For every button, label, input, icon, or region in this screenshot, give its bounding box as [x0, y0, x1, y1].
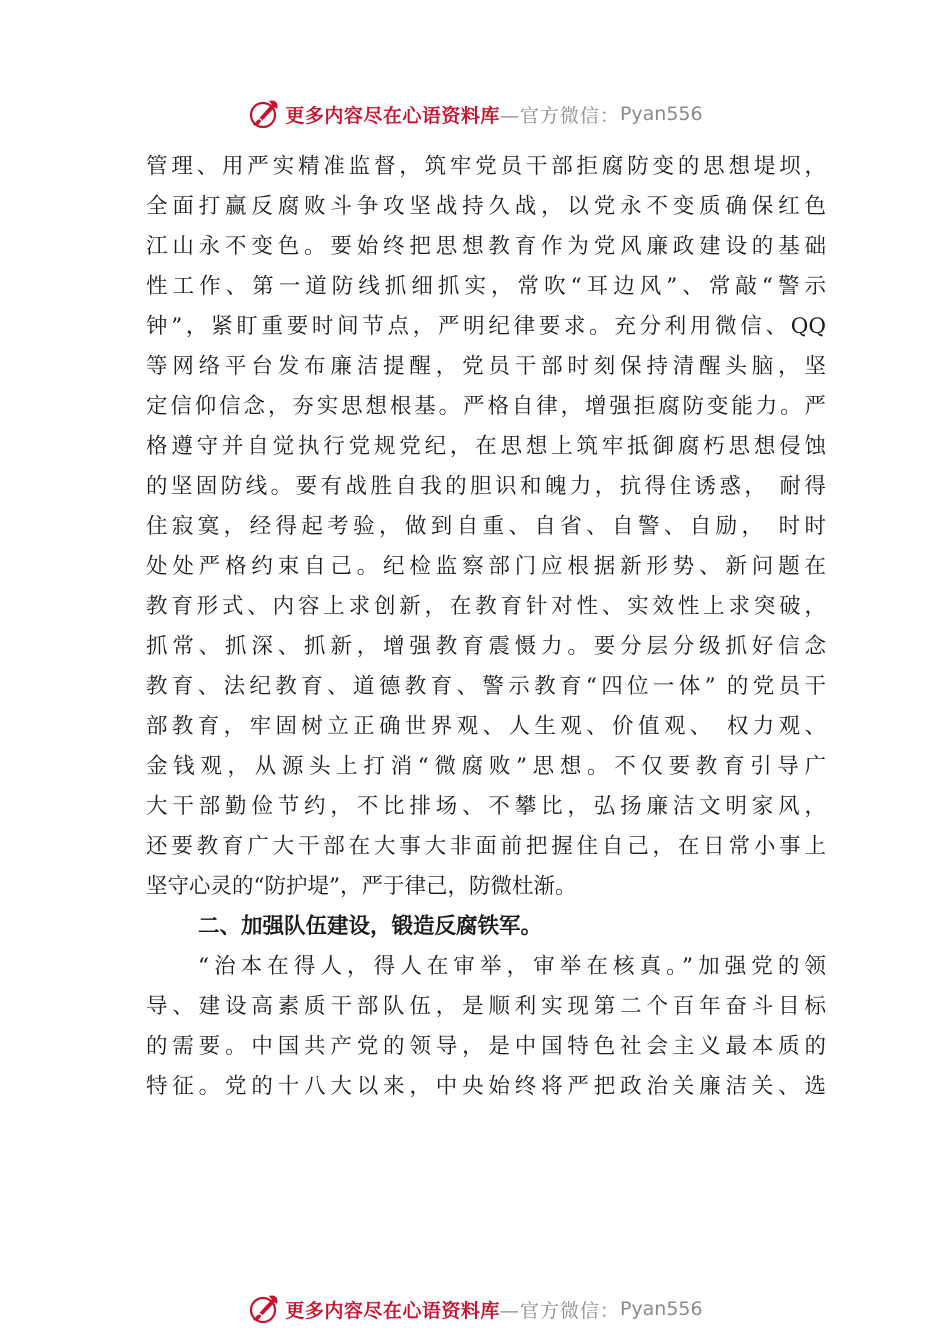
header-banner	[0, 94, 950, 134]
paragraph-line: “治本在得人，得人在审举，审举在核真。”加强党的领	[198, 954, 826, 979]
quill-logo-icon	[247, 1292, 281, 1326]
footer-banner	[0, 1289, 950, 1329]
paragraph-line: 教育、法纪教育、道德教育、警示教育“四位一体” 的党员干	[146, 674, 826, 699]
paragraph-line: 格遵守并自觉执行党规党纪，在思想上筑牢抵御腐朽思想侵蚀	[146, 434, 826, 459]
paragraph-line: 定信仰信念，夯实思想根基。严格自律，增强拒腐防变能力。严	[146, 394, 826, 419]
paragraph-line: 特征。党的十八大以来，中央始终将严把政治关廉洁关、选	[146, 1074, 826, 1099]
paragraph-line: 导、建设高素质干部队伍，是顺利实现第二个百年奋斗目标	[146, 994, 826, 1019]
banner-wechat-id: Pyan556	[619, 103, 703, 125]
paragraph-line: 部教育，牢固树立正确世界观、人生观、价值观、 权力观、	[146, 714, 826, 739]
paragraph-line: 还要教育广大干部在大事大非面前把握住自己，在日常小事上	[146, 834, 826, 859]
paragraph-line: 等网络平台发布廉洁提醒，党员干部时刻保持清醒头脑，坚	[146, 354, 826, 379]
section-heading: 二、加强队伍建设，锻造反腐铁军。	[198, 914, 543, 939]
paragraph-line: 坚守心灵的“防护堤”，严于律己，防微杜渐。	[146, 874, 577, 899]
document-body	[146, 147, 826, 1107]
paragraph-line: 金钱观，从源头上打消“微腐败”思想。不仅要教育引导广	[146, 754, 826, 779]
quill-logo-icon	[247, 97, 281, 131]
paragraph-line: 抓常、抓深、抓新，增强教育震慑力。要分层分级抓好信念	[146, 634, 826, 659]
banner-site-name: 更多内容尽在心语资料库	[285, 1299, 500, 1322]
paragraph-line: 性工作、第一道防线抓细抓实，常吹“耳边风”、常敲“警示	[146, 274, 826, 299]
banner-wechat-id: Pyan556	[619, 1298, 703, 1320]
banner-wechat-label: —官方微信：	[499, 1299, 620, 1322]
paragraph-line: 江山永不变色。要始终把思想教育作为党风廉政建设的基础	[146, 234, 826, 259]
paragraph-line: 的坚固防线。要有战胜自我的胆识和魄力，抗得住诱惑， 耐得	[146, 474, 826, 499]
paragraph-line: 住寂寞，经得起考验，做到自重、自省、自警、自励， 时时	[146, 514, 826, 539]
paragraph-line: 大干部勤俭节约，不比排场、不攀比，弘扬廉洁文明家风，	[146, 794, 826, 819]
banner-wechat-label: —官方微信：	[499, 104, 620, 127]
paragraph-line: 全面打赢反腐败斗争攻坚战持久战，以党永不变质确保红色	[146, 194, 826, 219]
paragraph-line: 的需要。中国共产党的领导，是中国特色社会主义最本质的	[146, 1034, 826, 1059]
paragraph-line: 管理、用严实精准监督，筑牢党员干部拒腐防变的思想堤坝，	[146, 154, 826, 179]
paragraph-1	[146, 147, 826, 907]
paragraph-line: 处处严格约束自己。纪检监察部门应根据新形势、新问题在	[146, 554, 826, 579]
paragraph-line: 教育形式、内容上求创新，在教育针对性、实效性上求突破，	[146, 594, 826, 619]
paragraph-2	[146, 947, 826, 1107]
banner-site-name: 更多内容尽在心语资料库	[285, 104, 500, 127]
paragraph-line: 钟”，紧盯重要时间节点，严明纪律要求。充分利用微信、QQ	[146, 314, 826, 339]
